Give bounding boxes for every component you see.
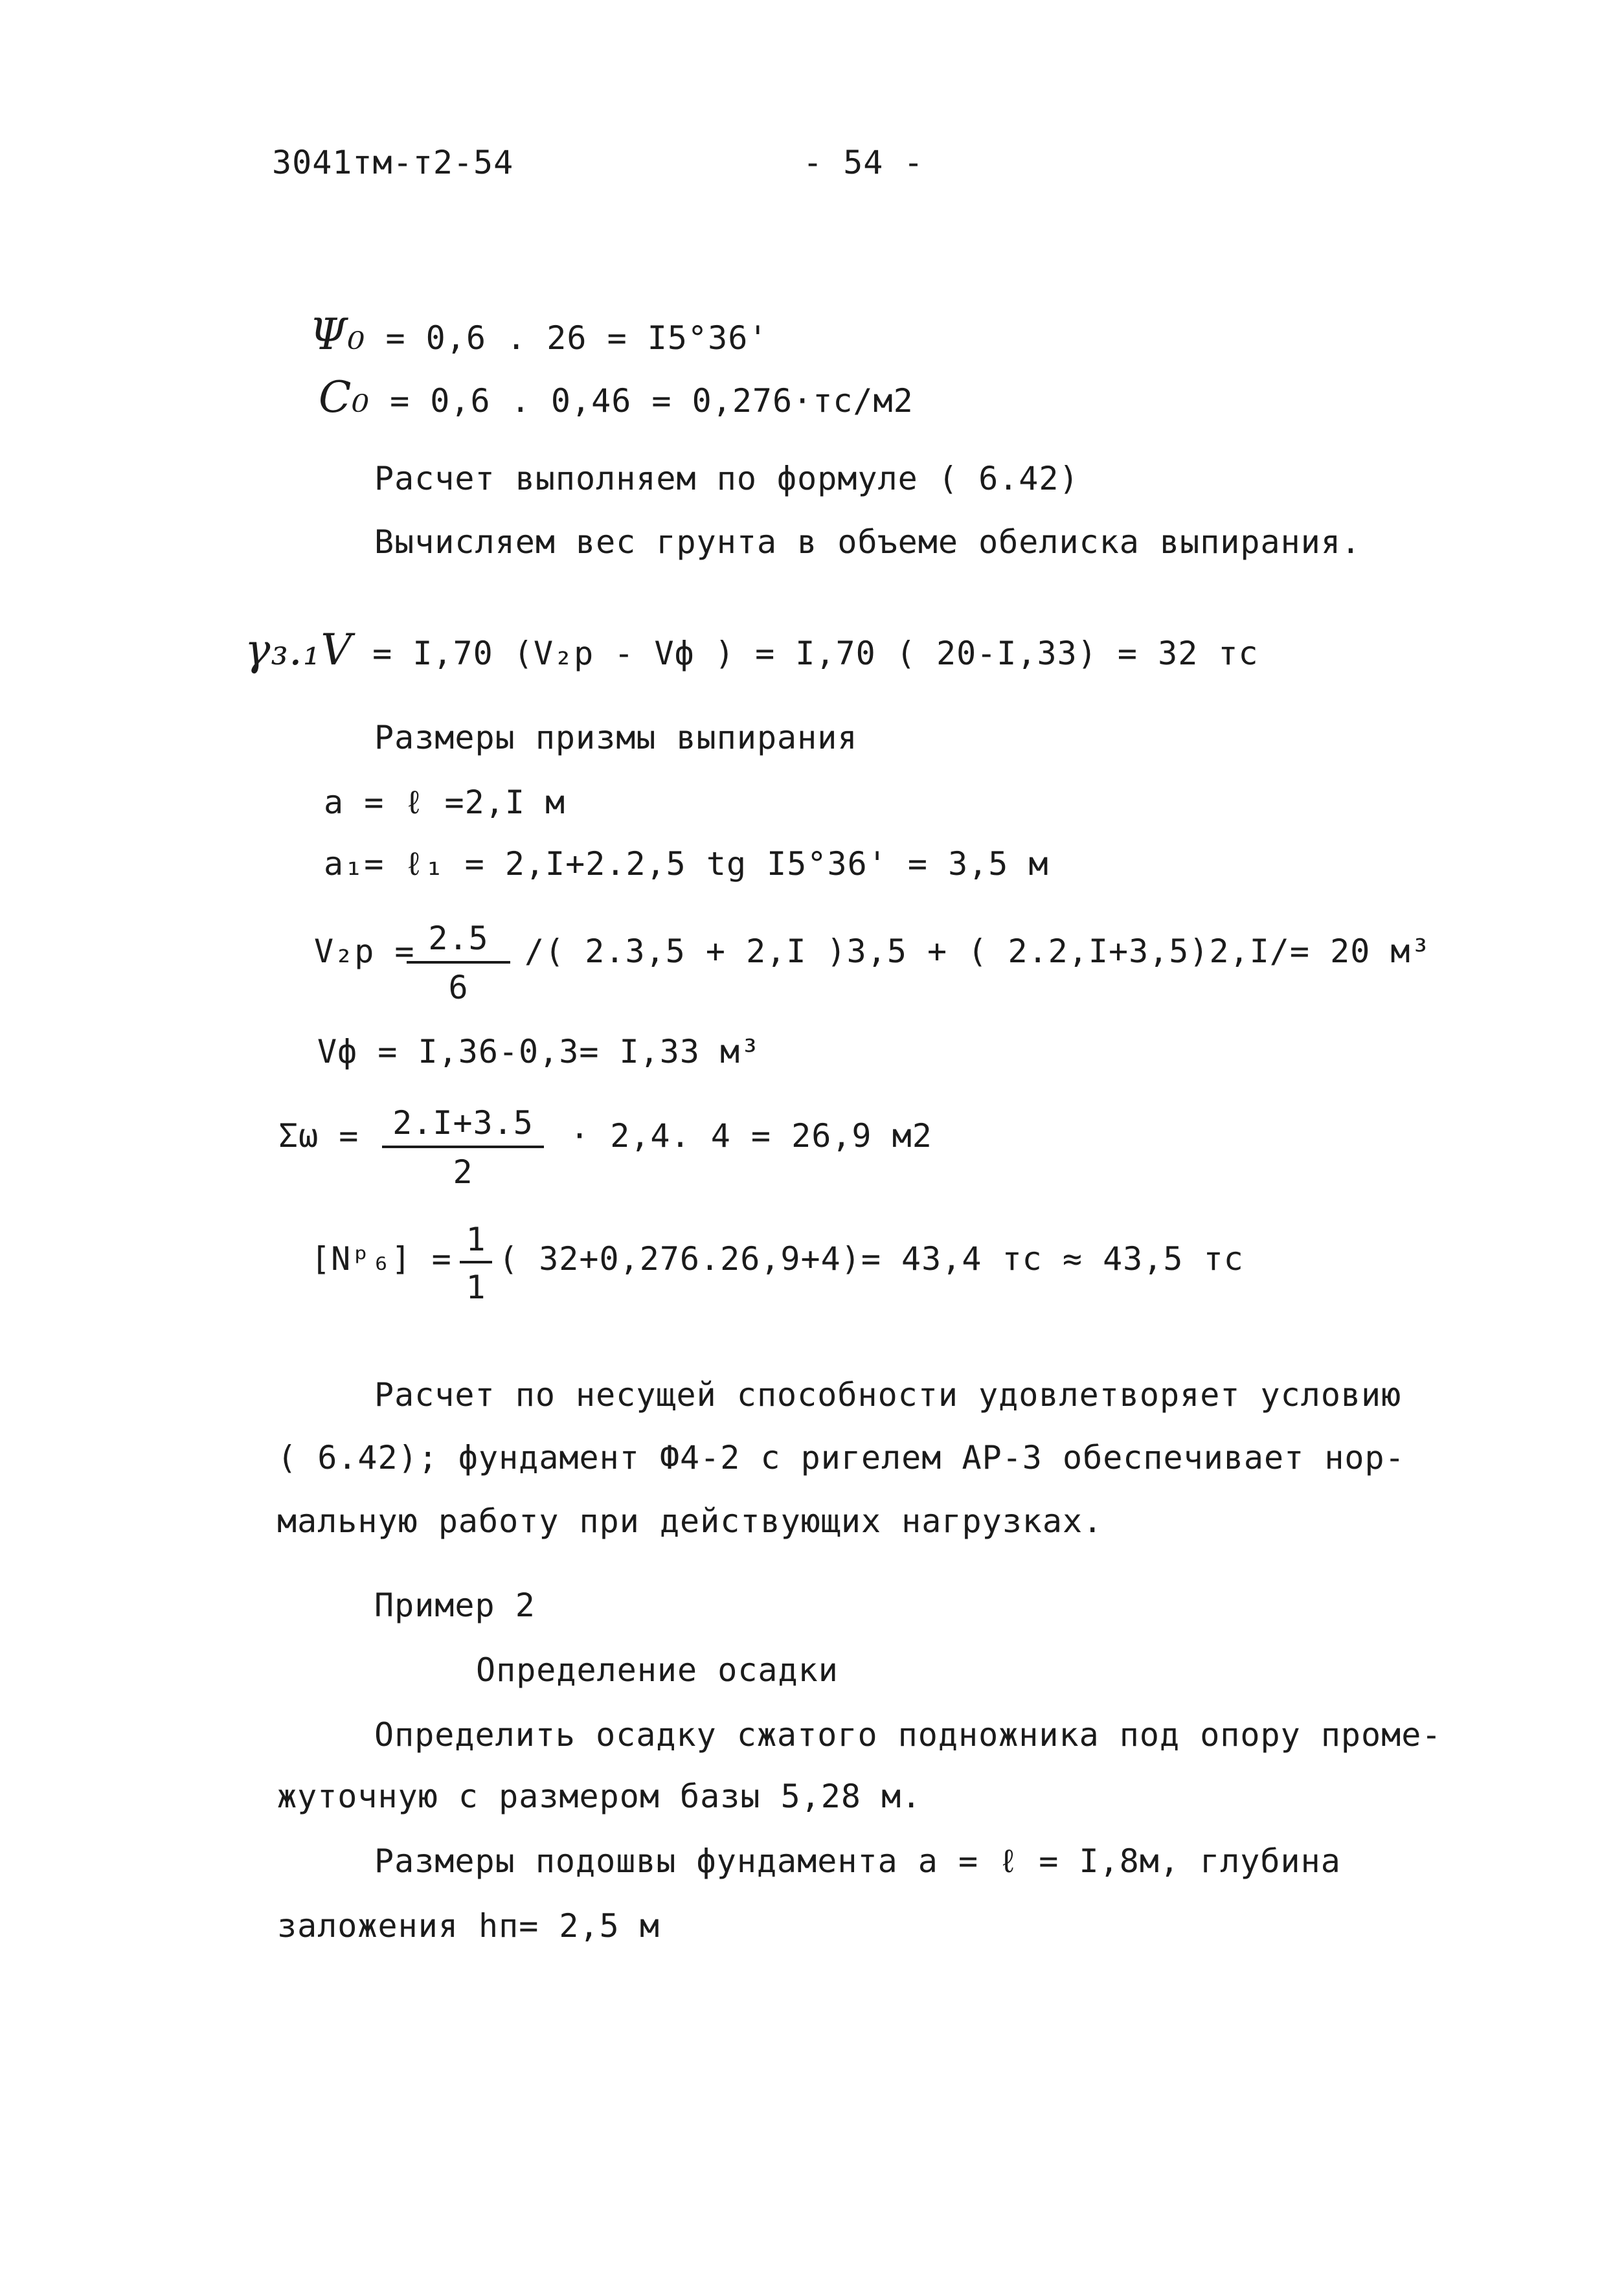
sum-omega-denominator: 2 <box>453 1153 473 1191</box>
n-fraction <box>460 1221 492 1306</box>
prism-heading: Размеры призмы выпирания <box>374 719 858 756</box>
weight-lhs: γ₃.₁V <box>245 625 353 675</box>
page-number: - 54 - <box>803 144 924 181</box>
v2p-rhs: /( 2.3,5 + 2,I )3,5 + ( 2.2,I+3,5)2,I/= 20 м³ <box>524 933 1431 970</box>
c0-symbol: C₀ <box>319 372 370 422</box>
phi0-value: = 0,6 . 26 = I5°36' <box>385 319 769 357</box>
task-line-2: жуточную с размером базы 5,28 м. <box>277 1778 922 1815</box>
sum-omega-numerator: 2.I+3.5 <box>382 1104 544 1148</box>
n-denominator: 1 <box>466 1269 486 1306</box>
phi0-symbol: Ψ₀ <box>310 310 366 359</box>
task-line-1: Определить осадку сжатого подножника под опору проме- <box>374 1716 1442 1754</box>
phi0-formula <box>310 310 768 359</box>
example2-subtitle: Определение осадки <box>476 1651 839 1689</box>
v2p-denominator: 6 <box>448 969 469 1006</box>
sole-line-1: Размеры подошвы фундамента a = ℓ = I,8м, глубина <box>374 1842 1341 1880</box>
vphi-equation: Vф = I,36-0,3= I,33 м³ <box>317 1033 761 1070</box>
n-lhs: [Nᵖ₆] = <box>311 1240 452 1278</box>
calc-formula-line: Расчет выполняем по формуле ( 6.42) <box>374 460 1079 497</box>
v2p-numerator: 2.5 <box>407 920 510 964</box>
v2p-lhs: V₂р = <box>314 933 415 970</box>
compute-weight-line: Вычисляем вес грунта в объеме обелиска выпирания. <box>374 523 1362 561</box>
c0-formula <box>319 372 914 422</box>
n-rhs: ( 32+0,276.26,9+4)= 43,4 тс ≈ 43,5 тс <box>499 1240 1244 1278</box>
conclusion-line-1: Расчет по несущей способности удовлетворяет условию <box>374 1376 1402 1414</box>
conclusion-line-2: ( 6.42); фундамент Ф4-2 с ригелем АР-3 обеспечивает нор- <box>277 1439 1405 1476</box>
sum-omega-lhs: Σω = <box>278 1117 359 1155</box>
c0-value: = 0,6 . 0,46 = 0,276·тс/м2 <box>390 382 914 420</box>
weight-formula <box>245 625 1259 675</box>
n-numerator: 1 <box>460 1221 492 1263</box>
sum-omega-rhs: · 2,4. 4 = 26,9 м2 <box>570 1117 932 1155</box>
document-code: 3041тм-т2-54 <box>272 144 514 181</box>
a-equation: a = ℓ =2,I м <box>324 784 566 821</box>
sum-omega-fraction <box>382 1104 544 1191</box>
conclusion-line-3: мальную работу при действующих нагрузках. <box>277 1502 1103 1540</box>
example2-title: Пример 2 <box>374 1587 536 1624</box>
sole-line-2: заложения hп= 2,5 м <box>277 1907 660 1945</box>
v2p-fraction <box>407 920 510 1006</box>
weight-rhs: = I,70 (V₂р - Vф ) = I,70 ( 20-I,33) = 32 тс <box>372 635 1259 672</box>
a1-equation: a₁= ℓ₁ = 2,I+2.2,5 tg I5°36' = 3,5 м <box>324 845 1049 883</box>
